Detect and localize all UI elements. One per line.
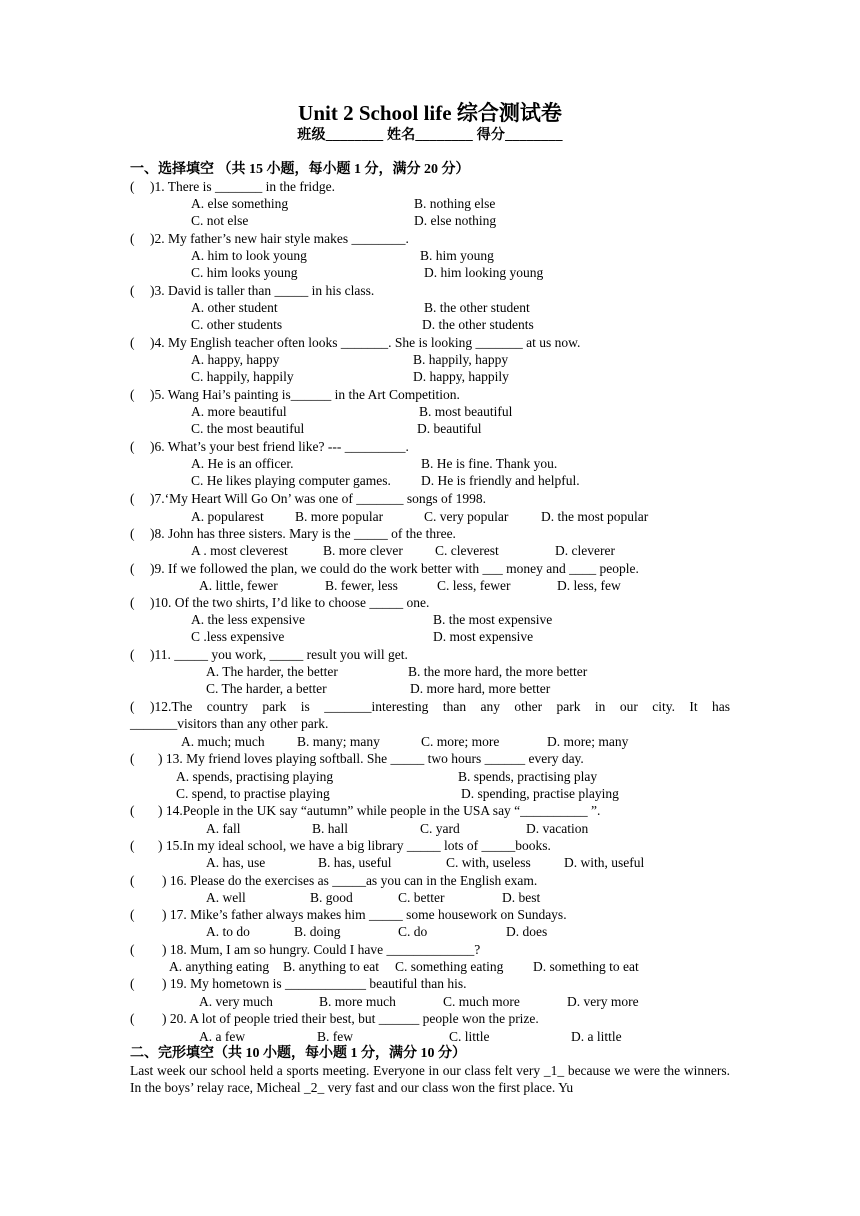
option-a: A. spends, practising playing [176,769,334,784]
question-stem: ) 13. My friend loves playing softball. She _____ two hours ______ every day. [158,751,584,766]
option-a: A. popularest [191,509,264,524]
answer-paren: ( [130,751,135,766]
option-b: B. He is fine. Thank you. [421,456,558,471]
option-b: B. more popular [295,509,384,524]
answer-paren: ( [130,838,135,853]
option-c: C. more; more [421,734,500,749]
option-d: D. something to eat [533,959,639,974]
option-b: B. good [310,890,353,905]
question-stem: )11. _____ you work, _____ result you will get. [150,647,408,662]
option-a: A. a few [199,1029,246,1044]
option-b: B. the more hard, the more better [408,664,588,679]
option-a: A. much; much [181,734,265,749]
option-d: D. most expensive [433,629,534,644]
question-4 [130,334,580,351]
cloze-passage: Last week our school held a sports meeting. Everyone in our class felt very _1_ because we were the winners. In the boys’ relay race, Micheal _2_ very fast and our class won the first place. Yu [130,1063,730,1095]
option-b: B. few [317,1029,353,1044]
question-1 [130,178,335,195]
answer-paren: ( [130,439,135,454]
option-d: D. the other students [422,317,534,332]
option-c: C. yard [420,821,460,836]
question-9 [130,560,639,577]
question-5 [130,386,460,403]
option-d: D. with, useful [564,855,645,870]
option-d: D. spending, practise playing [461,786,619,801]
option-a: A. him to look young [191,248,307,263]
question-6 [130,438,409,455]
option-c: C. do [398,924,428,939]
question-stem: )1. There is _______ in the fridge. [150,179,335,194]
option-b: B. most beautiful [419,404,513,419]
option-d: D. less, few [557,578,621,593]
question-11 [130,646,408,663]
option-b: B. nothing else [414,196,496,211]
question-10 [130,594,429,611]
answer-paren: ( [130,976,135,991]
question-stem: ) 18. Mum, I am so hungry. Could I have _____________? [162,942,481,957]
option-c: C. He likes playing computer games. [191,473,391,488]
question-20 [130,1010,539,1027]
answer-paren: ( [130,942,135,957]
question-stem: )9. If we followed the plan, we could do the work better with ___ money and ____ people. [150,561,639,576]
page-title: Unit 2 School life 综合测试卷 [298,101,562,125]
option-c: C. better [398,890,445,905]
question-15 [130,837,551,854]
option-b: B. anything to eat [283,959,379,974]
option-c: C .less expensive [191,629,285,644]
option-b: B. spends, practising play [458,769,598,784]
option-d: D. more; many [547,734,629,749]
option-c: C. with, useless [446,855,531,870]
answer-paren: ( [130,335,135,350]
option-a: A. else something [191,196,289,211]
question-12-cont: _______visitors than any other park. [130,716,329,731]
answer-paren: ( [130,231,135,246]
option-c: C. cleverest [435,543,499,558]
question-stem: )2. My father’s new hair style makes ________. [150,231,409,246]
option-a: A. anything eating [169,959,270,974]
question-stem: ) 15.In my ideal school, we have a big library _____ lots of _____books. [158,838,551,853]
question-stem: )7.‘My Heart Will Go On’ was one of _______ songs of 1998. [150,491,487,506]
question-14 [130,802,600,819]
question-stem-line1: )12.The country park is _______interesting than any other park in our city. It has [150,699,730,714]
option-b: B. fewer, less [325,578,398,593]
option-a: A . most cleverest [191,543,288,558]
answer-paren: ( [130,873,135,888]
option-a: A. more beautiful [191,404,287,419]
option-d: D. the most popular [541,509,649,524]
question-18 [130,941,480,958]
option-b: B. more much [319,994,396,1009]
question-stem: ) 14.People in the UK say “autumn” while people in the USA say “__________ ”. [158,803,601,818]
option-d: D. cleverer [555,543,615,558]
question-stem: ) 17. Mike’s father always makes him _____ some housework on Sundays. [162,907,567,922]
question-stem: )8. John has three sisters. Mary is the _____ of the three. [150,526,456,541]
question-17 [130,906,567,923]
option-c: C. much more [443,994,520,1009]
question-7 [130,490,486,507]
option-a: A. the less expensive [191,612,305,627]
option-d: D. very more [567,994,639,1009]
option-d: D. happy, happily [413,369,509,384]
answer-paren: ( [130,1011,135,1026]
question-stem: ) 19. My hometown is ____________ beautiful than his. [162,976,467,991]
answer-paren: ( [130,491,135,506]
question-3 [130,282,374,299]
option-a: A. fall [206,821,241,836]
answer-paren: ( [130,283,135,298]
option-c: C. something eating [395,959,504,974]
option-d: D. else nothing [414,213,497,228]
question-8 [130,525,456,542]
section-heading-choice: 一、选择填空 （共 15 小题，每小题 1 分，满分 20 分） [130,162,470,177]
option-c: C. little [449,1029,490,1044]
question-stem: )5. Wang Hai’s painting is______ in the Art Competition. [150,387,460,402]
option-d: D. beautiful [417,421,482,436]
option-b: B. many; many [297,734,380,749]
answer-paren: ( [130,595,135,610]
option-a: A. little, fewer [199,578,278,593]
question-2 [130,230,409,247]
option-b: B. him young [420,248,494,263]
option-b: B. doing [294,924,341,939]
question-stem: ) 20. A lot of people tried their best, but ______ people won the prize. [162,1011,539,1026]
question-stem: )6. What’s your best friend like? --- _________. [150,439,409,454]
question-16 [130,872,537,889]
answer-paren: ( [130,647,135,662]
option-c: C. happily, happily [191,369,294,384]
option-a: A. The harder, the better [206,664,338,679]
option-b: B. the most expensive [433,612,553,627]
question-stem: )4. My English teacher often looks _______. She is looking _______ at us now. [150,335,581,350]
option-c: C. very popular [424,509,509,524]
option-a: A. very much [199,994,273,1009]
option-c: C. him looks young [191,265,298,280]
option-c: C. The harder, a better [206,681,327,696]
answer-paren: ( [130,526,135,541]
option-a: A. He is an officer. [191,456,294,471]
question-stem: )3. David is taller than _____ in his class. [150,283,375,298]
answer-paren: ( [130,907,135,922]
option-d: D. vacation [526,821,589,836]
option-d: D. does [506,924,548,939]
option-c: C. spend, to practise playing [176,786,330,801]
option-c: C. the most beautiful [191,421,305,436]
option-a: A. other student [191,300,278,315]
option-d: D. a little [571,1029,622,1044]
option-d: D. him looking young [424,265,544,280]
answer-paren: ( [130,387,135,402]
option-a: A. happy, happy [191,352,280,367]
option-b: B. happily, happy [413,352,509,367]
option-c: C. other students [191,317,283,332]
answer-paren: ( [130,561,135,576]
question-19 [130,975,466,992]
option-c: C. not else [191,213,249,228]
answer-paren: ( [130,803,135,818]
question-12 [130,698,730,715]
option-a: A. to do [206,924,250,939]
option-a: A. has, use [206,855,266,870]
section-heading-cloze: 二、完形填空（共 10 小题，每小题 1 分，满分 10 分） [130,1046,466,1061]
question-13 [130,750,584,767]
option-d: D. He is friendly and helpful. [421,473,580,488]
student-info-line: 班级________ 姓名________ 得分________ [297,128,563,143]
question-stem: ) 16. Please do the exercises as _____as you can in the English exam. [162,873,538,888]
option-d: D. best [502,890,541,905]
option-c: C. less, fewer [437,578,511,593]
option-d: D. more hard, more better [410,681,551,696]
option-a: A. well [206,890,246,905]
answer-paren: ( [130,699,135,714]
answer-paren: ( [130,179,135,194]
option-b: B. more clever [323,543,403,558]
question-stem: )10. Of the two shirts, I’d like to choose _____ one. [150,595,430,610]
option-b: B. has, useful [318,855,392,870]
option-b: B. the other student [424,300,530,315]
option-b: B. hall [312,821,348,836]
